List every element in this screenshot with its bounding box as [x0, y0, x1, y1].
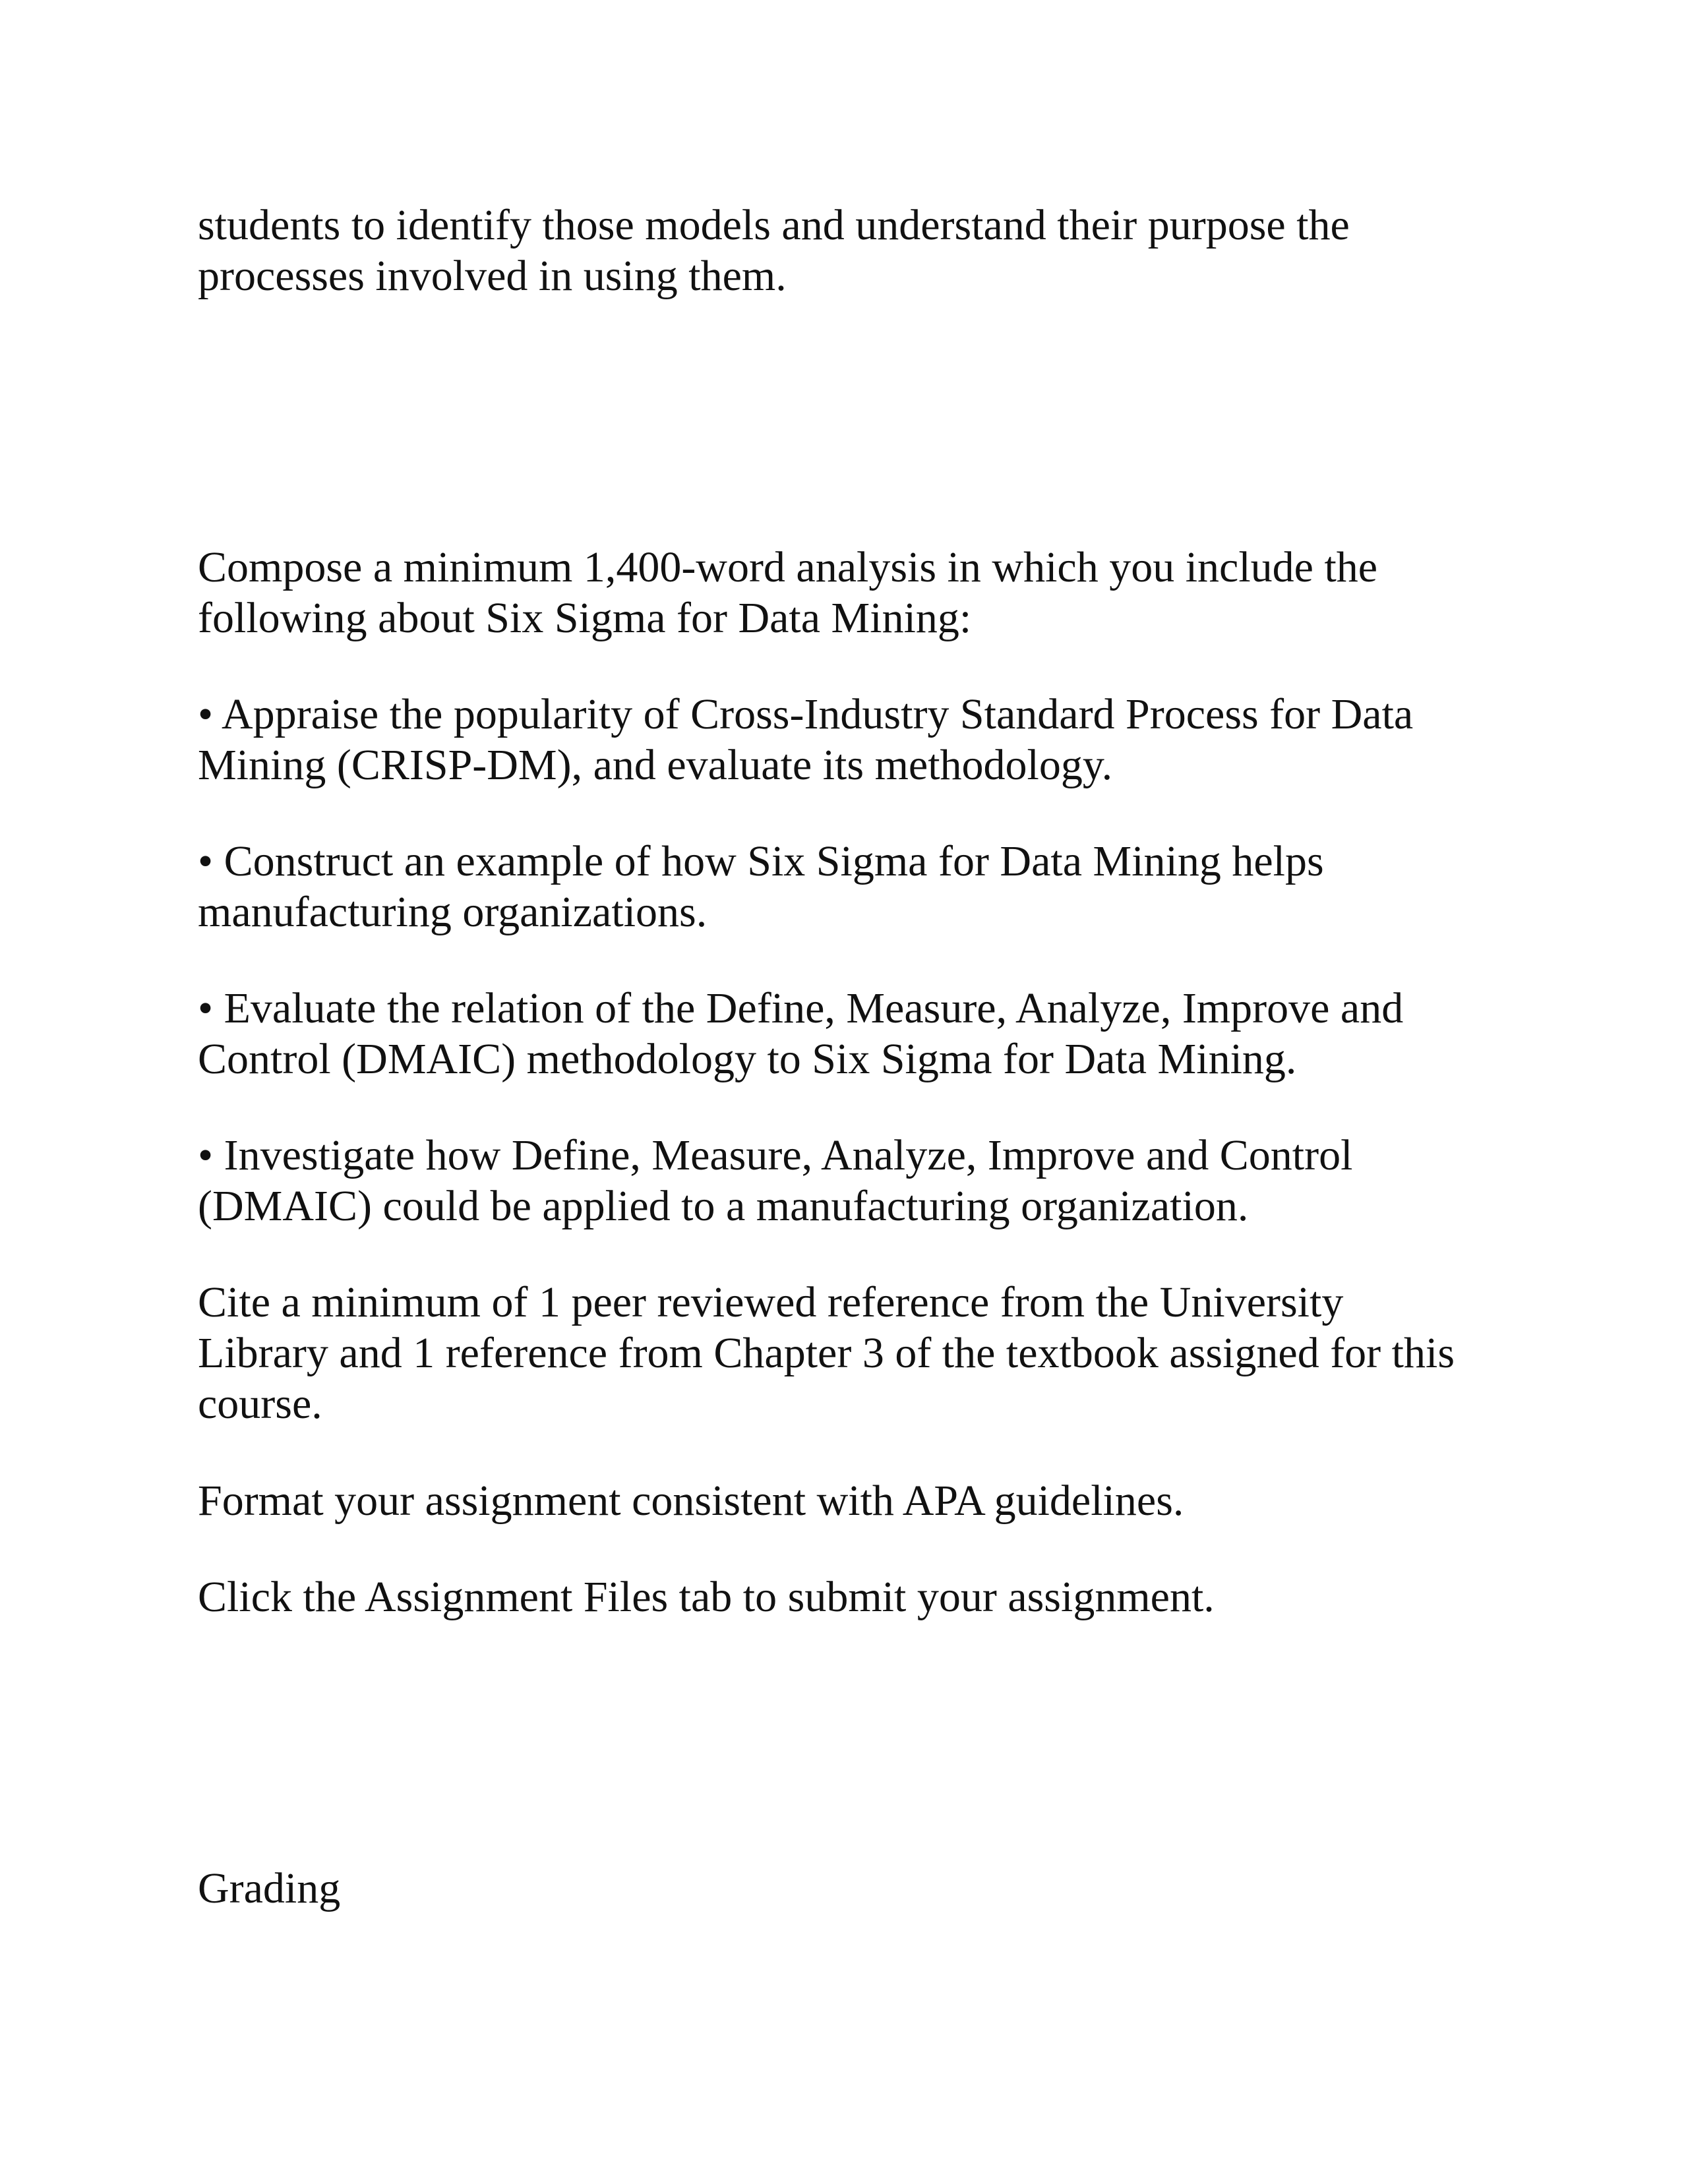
format-note-line: Format your assignment consistent with APA guidelines.: [198, 1477, 1184, 1525]
bullet-1-line-1: • Appraise the popularity of Cross-Industry Standard Process for Data: [198, 690, 1414, 738]
bullet-2-line-1: • Construct an example of how Six Sigma for Data Mining helps: [198, 837, 1324, 885]
citation-line-1: Cite a minimum of 1 peer reviewed reference from the University: [198, 1278, 1344, 1326]
bullet-1-line-2: Mining (CRISP-DM), and evaluate its methodology.: [198, 741, 1113, 789]
format-note: [198, 1475, 1517, 1526]
submit-note: [198, 1572, 1517, 1622]
prompt-paragraph: [198, 542, 1517, 643]
citation-paragraph: [198, 1277, 1517, 1429]
bullet-4-line-2: (DMAIC) could be applied to a manufacturing organization.: [198, 1182, 1249, 1230]
bullet-manufacturing-example: [198, 836, 1517, 937]
citation-line-3: course.: [198, 1380, 322, 1428]
prompt-line-1: Compose a minimum 1,400-word analysis in which you include the: [198, 543, 1378, 591]
bullet-crisp-dm: [198, 689, 1517, 790]
prompt-line-2: following about Six Sigma for Data Mining:: [198, 594, 972, 642]
grading-heading: [198, 1863, 1517, 1914]
bullet-dmaic-application: [198, 1130, 1517, 1231]
bullet-2-line-2: manufacturing organizations.: [198, 888, 708, 936]
submit-note-line: Click the Assignment Files tab to submit your assignment.: [198, 1573, 1215, 1621]
bullet-dmaic-relation: [198, 983, 1517, 1084]
intro-line-1: students to identify those models and understand their purpose the: [198, 201, 1350, 249]
bullet-3-line-2: Control (DMAIC) methodology to Six Sigma for Data Mining.: [198, 1035, 1297, 1083]
grading-heading-text: Grading: [198, 1864, 341, 1912]
intro-paragraph: [198, 200, 1517, 301]
bullet-3-line-1: • Evaluate the relation of the Define, Measure, Analyze, Improve and: [198, 984, 1404, 1032]
bullet-4-line-1: • Investigate how Define, Measure, Analyze, Improve and Control: [198, 1131, 1353, 1179]
intro-line-2: processes involved in using them.: [198, 252, 787, 300]
citation-line-2: Library and 1 reference from Chapter 3 of the textbook assigned for this: [198, 1329, 1455, 1377]
